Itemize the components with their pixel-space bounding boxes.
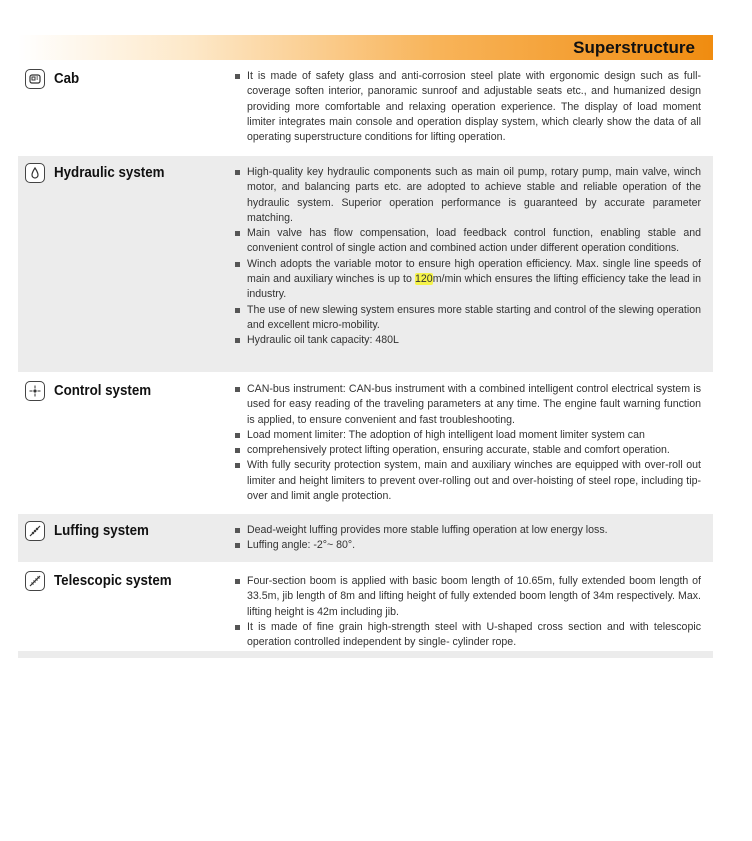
section-title: Luffing system [54, 523, 149, 539]
section-control [18, 374, 713, 511]
list-item: CAN-bus instrument: CAN-bus instrument with a combined intelligent control electrical system is used for easy reading of the traveling parameters at any time. The engine fault warning function is applied, to ensure convenient and fast troubleshooting. [235, 382, 701, 428]
control-icon [25, 381, 45, 401]
list-item: Load moment limiter: The adoption of high intelligent load moment limiter system can [235, 428, 701, 443]
section-control-header [25, 381, 160, 401]
text-segment: m/min which ensures the lifting efficiency take the lead in industry. [247, 273, 701, 301]
bullet-list [235, 69, 701, 145]
list-item: Dead-weight luffing provides more stable luffing operation at low energy loss. [235, 523, 701, 538]
bullet-list [235, 523, 701, 554]
section-title: Control system [54, 383, 152, 399]
oil-drop-icon [25, 163, 45, 183]
section-hydraulic [18, 156, 713, 372]
bullet-list [235, 382, 701, 504]
luffing-icon [25, 521, 45, 541]
highlighted-value: 120 [415, 273, 433, 286]
bullet-list [235, 574, 701, 650]
section-telescopic-header [25, 571, 182, 591]
list-item: High-quality key hydraulic components such as main oil pump, rotary pump, main valve, winch motor, and balancing parts etc. are adopted to achieve stable and reliable operation of the hydraulic system. Superior operation performance is guaranteed by accurate parameter matching. [235, 165, 701, 226]
section-title: Cab [54, 71, 80, 87]
section-telescopic [18, 564, 713, 658]
section-cab-header [25, 69, 81, 89]
section-luffing-header [25, 521, 157, 541]
list-item: It is made of safety glass and anti-corrosion steel plate with ergonomic design such as full-coverage soften interior, panoramic sunroof and adjustable seats etc., and humanized design providing more comfortable and relaxing operation experience. The display of load moment limiter integrates main console and operation display system, which clearly show the data of all operating superstructure conditions for lifting operation. [235, 69, 701, 145]
page-title: Superstructure [573, 38, 695, 57]
telescopic-icon [25, 571, 45, 591]
list-item: Luffing angle: -2°~ 80°. [235, 538, 701, 553]
cab-icon [25, 69, 45, 89]
list-item: It is made of fine grain high-strength steel with U-shaped cross section and with telescopic operation controlled independent by single- cylinder rope. [235, 620, 701, 651]
section-luffing [18, 514, 713, 562]
list-item: Four-section boom is applied with basic boom length of 10.65m, fully extended boom length of 33.5m, jib length of 8m and lifting height of fully extended boom length of 34m respectively. Max. lifting height is 42m including jib. [235, 574, 701, 620]
list-item: With fully security protection system, main and auxiliary winches are equipped with over-roll out limiter and height limiters to prevent over-rolling out and over-hoisting of steel rope, including tip-over and limit angle protection. [235, 458, 701, 504]
section-hydraulic-header [25, 163, 174, 183]
list-item: The use of new slewing system ensures more stable starting and control of the slewing operation and excellent micro-mobility. [235, 303, 701, 334]
section-title: Telescopic system [54, 573, 172, 589]
text-segment: Winch adopts the variable motor to ensure high operation efficiency. Max. single line speeds of main and auxiliary winches is up to [247, 257, 701, 286]
list-item: Hydraulic oil tank capacity: 480L [235, 333, 701, 348]
section-cab [18, 62, 713, 154]
list-item: Main valve has flow compensation, load feedback control function, enabling stable and convenient control of single action and combined action under different operation conditions. [235, 226, 701, 257]
section-title: Hydraulic system [54, 165, 165, 181]
list-item: comprehensively protect lifting operation, ensuring accurate, stable and comfort operation. [235, 443, 701, 458]
bullet-list [235, 165, 701, 349]
list-item [235, 257, 701, 303]
